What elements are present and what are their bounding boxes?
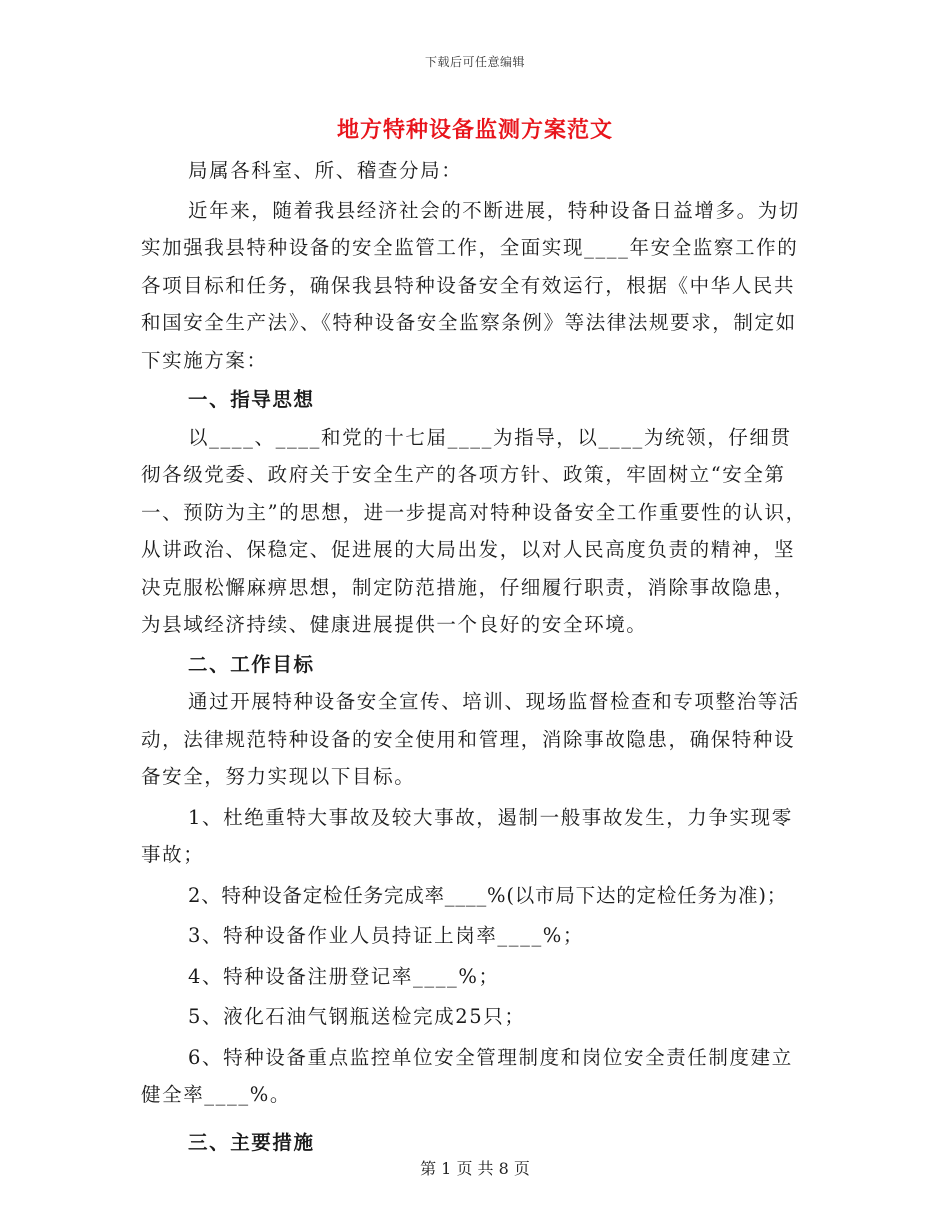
section-heading-guiding: 一、指导思想 (188, 388, 315, 411)
section-heading-measures: 三、主要措施 (188, 1130, 315, 1154)
goal-item-5: 5、液化石油气钢瓶送检完成25只； (188, 1005, 526, 1028)
goal-item-1: 1、杜绝重特大事故及较大事故，遏制一般事故发生，力争实现零事故； (141, 805, 793, 866)
goals-intro-paragraph: 通过开展特种设备安全宣传、培训、现场监督检查和专项整治等活动，法律规范特种设备的安全使用和管理，消除事故隐患，确保特种设备安全，努力实现以下目标。 (141, 690, 800, 788)
goal-item-6: 6、特种设备重点监控单位安全管理制度和岗位安全责任制度建立健全率____%。 (141, 1045, 793, 1106)
intro-paragraph: 近年来，随着我县经济社会的不断进展，特种设备日益增多。为切实加强我县特种设备的安全监管工作，全面实现____年安全监察工作的各项目标和任务，确保我县特种设备安全有效运行，根据《中华人民共和国安全生产法》、《特种设备安全监察条例》等法律法规要求，制定如下实施方案： (141, 198, 800, 372)
goal-item-2: 2、特种设备定检任务完成率____%(以市局下达的定检任务为准)； (188, 883, 788, 907)
guiding-paragraph: 以____、____和党的十七届____为指导，以____为统领，仔细贯彻各级党委、政府关于安全生产的各项方针、政策，牢固树立“安全第一、预防为主”的思想，进一步提高对特种设备安全工作重要性的认识，从讲政治、保稳定、促进展的大局出发，以对人民高度负责的精神，坚决克服松懈麻痹思想，制定防范措施，仔细履行职责，消除事故隐患，为县域经济持续、健康进展提供一个良好的安全环境。 (141, 425, 807, 636)
salutation: 局属各科室、所、稽查分局： (188, 159, 463, 182)
header-note: 下载后可任意编辑 (424, 55, 525, 69)
goal-item-3: 3、特种设备作业人员持证上岗率____%； (188, 924, 585, 947)
document-title: 地方特种设备监测方案范文 (336, 117, 613, 143)
page-footer: 第 1 页 共 8 页 (420, 1159, 530, 1178)
section-heading-goals: 二、工作目标 (188, 652, 315, 676)
document-body (141, 152, 811, 1161)
goal-item-4: 4、特种设备注册登记率____%； (188, 964, 500, 988)
